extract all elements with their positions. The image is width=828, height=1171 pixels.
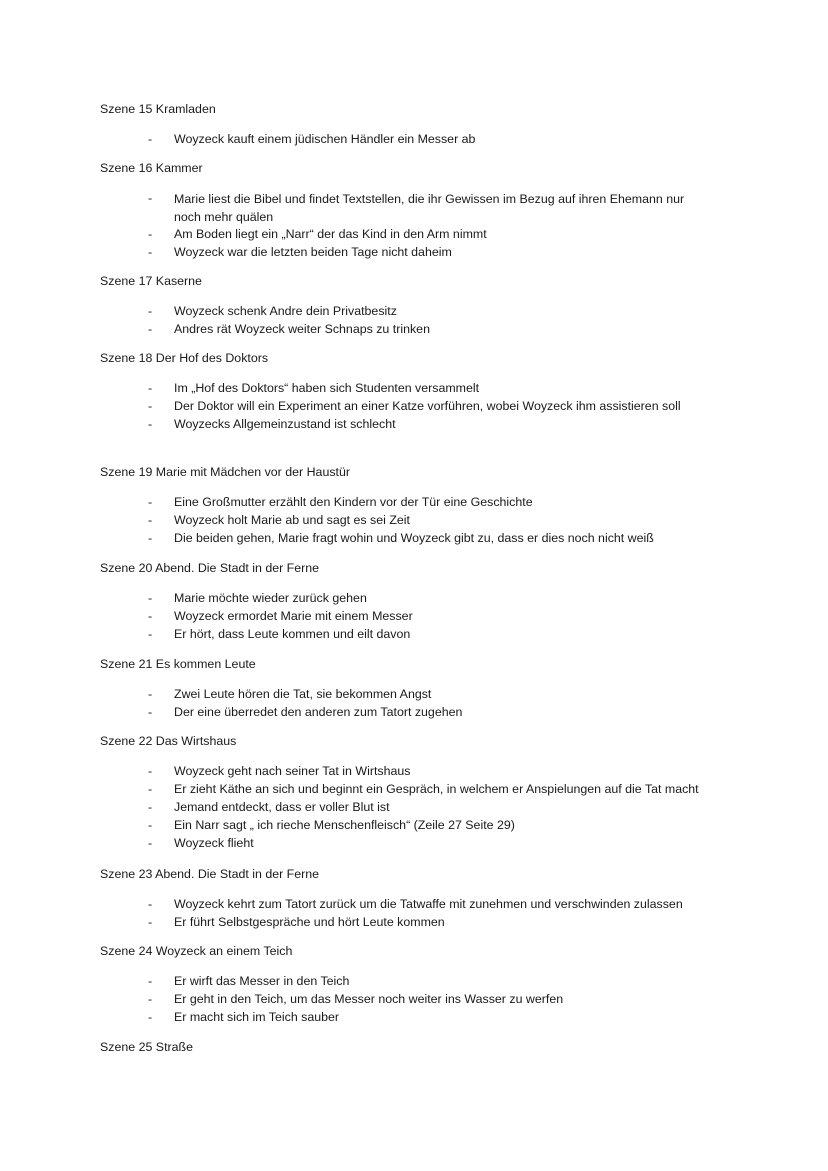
bullet-dash: -	[148, 531, 153, 545]
list-item: - Im „Hof des Doktors“ haben sich Studenten versammelt	[148, 381, 480, 395]
bullet-dash: -	[148, 782, 153, 796]
bullet-dash: -	[148, 322, 153, 336]
list-item: - Eine Großmutter erzählt den Kindern vor der Tür eine Geschichte	[148, 495, 533, 509]
scene-heading: Szene 23 Abend. Die Stadt in der Ferne	[100, 867, 320, 881]
scene-heading: Szene 21 Es kommen Leute	[100, 657, 256, 671]
list-item: - Er macht sich im Teich sauber	[148, 1010, 340, 1024]
bullet-dash: -	[148, 705, 153, 719]
list-item: - Andres rät Woyzeck weiter Schnaps zu trinken	[148, 322, 430, 336]
bullet-dash: -	[148, 974, 153, 988]
bullet-dash: -	[148, 245, 153, 259]
bullet-dash: -	[148, 227, 153, 241]
scene-heading: Szene 16 Kammer	[100, 161, 203, 175]
scene-heading: Szene 24 Woyzeck an einem Teich	[100, 944, 293, 958]
bullet-dash: -	[148, 800, 153, 814]
list-item: - Er hört, dass Leute kommen und eilt davon	[148, 627, 411, 641]
list-item: - Er führt Selbstgespräche und hört Leute kommen	[148, 915, 445, 929]
bullet-dash: -	[148, 609, 153, 623]
bullet-dash: -	[148, 381, 153, 395]
bullet-dash: -	[148, 304, 153, 318]
bullet-dash: -	[148, 764, 153, 778]
list-item: - Die beiden gehen, Marie fragt wohin und Woyzeck gibt zu, dass er dies noch nicht weiß	[148, 531, 654, 545]
bullet-dash: -	[148, 627, 153, 641]
list-item: - Marie liest die Bibel und findet Textstellen, die ihr Gewissen im Bezug auf ihren Ehemann nur noch mehr quälen	[148, 191, 685, 224]
list-item: - Ein Narr sagt „ ich rieche Menschenfleisch“ (Zeile 27 Seite 29)	[148, 818, 515, 832]
list-item: - Zwei Leute hören die Tat, sie bekommen Angst	[148, 687, 432, 701]
bullet-dash: -	[148, 687, 153, 701]
list-item: - Woyzeck kehrt zum Tatort zurück um die Tatwaffe mit zunehmen und verschwinden zulassen	[148, 897, 683, 911]
list-item: - Woyzeck schenk Andre dein Privatbesitz	[148, 304, 397, 318]
scene-heading: Szene 18 Der Hof des Doktors	[100, 351, 269, 365]
bullet-dash: -	[148, 495, 153, 509]
bullet-dash: -	[148, 132, 153, 146]
list-item: - Der eine überredet den anderen zum Tatort zugehen	[148, 705, 463, 719]
bullet-dash: -	[148, 513, 153, 527]
bullet-dash: -	[148, 417, 153, 431]
list-item: - Woyzecks Allgemeinzustand ist schlecht	[148, 417, 396, 431]
list-item: - Marie möchte wieder zurück gehen	[148, 591, 367, 605]
list-item: - Woyzeck ermordet Marie mit einem Messer	[148, 609, 413, 623]
list-item: - Woyzeck war die letzten beiden Tage nicht daheim	[148, 245, 452, 259]
scene-heading: Szene 22 Das Wirtshaus	[100, 734, 237, 748]
list-item: - Woyzeck geht nach seiner Tat in Wirtshaus	[148, 764, 411, 778]
list-item: - Woyzeck flieht	[148, 836, 254, 850]
scene-heading: Szene 15 Kramladen	[100, 102, 216, 116]
scene-heading: Szene 17 Kaserne	[100, 274, 202, 288]
scene-heading: Szene 25 Straße	[100, 1040, 193, 1054]
bullet-dash: -	[148, 915, 153, 929]
list-item: - Jemand entdeckt, dass er voller Blut ist	[148, 800, 390, 814]
bullet-dash: -	[148, 191, 153, 205]
bullet-dash: -	[148, 818, 153, 832]
bullet-dash: -	[148, 399, 153, 413]
scene-heading: Szene 19 Marie mit Mädchen vor der Haustür	[100, 465, 350, 479]
bullet-dash: -	[148, 897, 153, 911]
list-item: - Woyzeck holt Marie ab und sagt es sei Zeit	[148, 513, 410, 527]
list-item: - Woyzeck kauft einem jüdischen Händler ein Messer ab	[148, 132, 476, 146]
list-item: - Er zieht Käthe an sich und beginnt ein Gespräch, in welchem er Anspielungen auf die Tat macht	[148, 782, 699, 796]
bullet-dash: -	[148, 836, 153, 850]
list-item: - Er wirft das Messer in den Teich	[148, 974, 350, 988]
list-item: - Am Boden liegt ein „Narr“ der das Kind in den Arm nimmt	[148, 227, 487, 241]
bullet-dash: -	[148, 591, 153, 605]
list-item: - Er geht in den Teich, um das Messer noch weiter ins Wasser zu werfen	[148, 992, 564, 1006]
list-item: - Der Doktor will ein Experiment an einer Katze vorführen, wobei Woyzeck ihm assistieren soll	[148, 399, 681, 413]
bullet-dash: -	[148, 992, 153, 1006]
scene-heading: Szene 20 Abend. Die Stadt in der Ferne	[100, 561, 320, 575]
bullet-dash: -	[148, 1010, 153, 1024]
